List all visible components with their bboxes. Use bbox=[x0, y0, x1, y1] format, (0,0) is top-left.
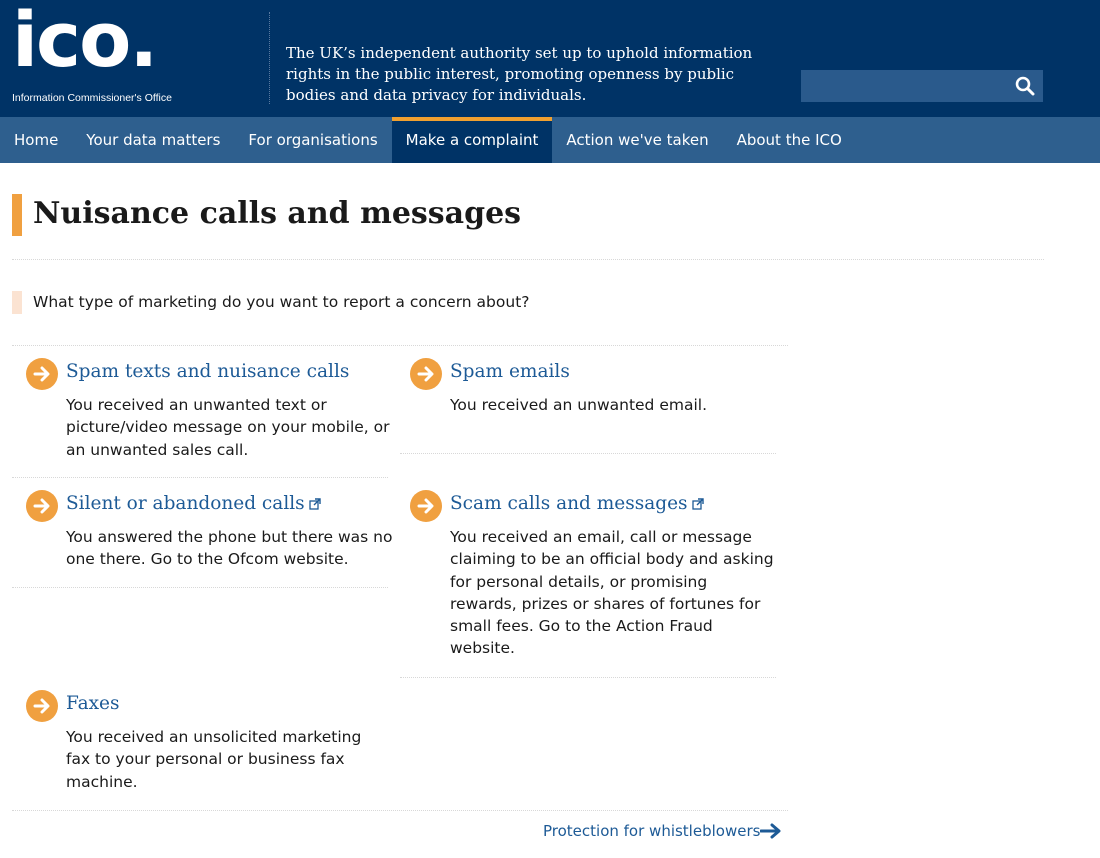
option-description: You received an unwanted email. bbox=[450, 396, 707, 414]
option-title: Spam texts and nuisance calls bbox=[66, 361, 350, 382]
divider bbox=[400, 677, 776, 678]
option-link[interactable] bbox=[450, 361, 570, 382]
ico-logo[interactable] bbox=[12, 0, 172, 108]
question-accent-bar bbox=[12, 291, 22, 314]
option-description: You received an unwanted text or picture/video message on your mobile, or an unwanted sales call. bbox=[66, 396, 390, 459]
whistleblowers-link[interactable] bbox=[543, 822, 782, 840]
page-question: What type of marketing do you want to report a concern about? bbox=[33, 293, 530, 311]
arrow-right-circle-icon[interactable] bbox=[26, 490, 58, 522]
logo-subtitle: Information Commissioner's Office bbox=[12, 92, 172, 104]
nav-home[interactable]: Home bbox=[14, 131, 59, 149]
search-input[interactable] bbox=[801, 70, 1007, 102]
whistleblowers-label: Protection for whistleblowers bbox=[543, 822, 761, 840]
divider bbox=[12, 810, 788, 811]
divider bbox=[12, 477, 388, 478]
option-title: Spam emails bbox=[450, 361, 570, 382]
arrow-right-circle-icon[interactable] bbox=[26, 690, 58, 722]
search-box bbox=[801, 70, 1043, 102]
header-tagline: The UK’s independent authority set up to uphold information rights in the public interest, promoting openness by public bodies and data privacy for individuals. bbox=[286, 44, 753, 104]
option-link[interactable] bbox=[66, 693, 120, 714]
nav-your-data-matters[interactable]: Your data matters bbox=[86, 131, 221, 149]
option-link[interactable] bbox=[450, 493, 704, 514]
arrow-right-icon bbox=[760, 823, 782, 839]
arrow-right-circle-icon[interactable] bbox=[410, 358, 442, 390]
header-divider bbox=[269, 12, 270, 104]
option-description: You received an email, call or message claiming to be an official body and asking for personal details, or promising rewards, prizes or shares of fortunes for small fees. Go to the Action Fraud website. bbox=[450, 528, 774, 658]
divider bbox=[12, 345, 788, 346]
logo-mark: ico. bbox=[12, 0, 157, 84]
option-link[interactable] bbox=[66, 361, 349, 382]
external-link-icon bbox=[309, 498, 321, 510]
option-description: You received an unsolicited marketing fax to your personal or business fax machine. bbox=[66, 728, 362, 791]
main-nav bbox=[0, 117, 1100, 163]
option-link[interactable] bbox=[66, 493, 321, 514]
option-description: You answered the phone but there was no one there. Go to the Ofcom website. bbox=[66, 528, 393, 569]
divider bbox=[12, 259, 1044, 260]
site-header bbox=[0, 0, 1100, 117]
title-accent-bar bbox=[12, 194, 22, 236]
nav-action-taken[interactable]: Action we've taken bbox=[566, 131, 709, 149]
nav-for-organisations[interactable]: For organisations bbox=[248, 131, 378, 149]
option-title: Scam calls and messages bbox=[450, 493, 688, 514]
option-title: Faxes bbox=[66, 693, 120, 714]
external-link-icon bbox=[692, 498, 704, 510]
divider bbox=[12, 587, 388, 588]
nav-about-ico[interactable]: About the ICO bbox=[736, 131, 842, 149]
search-icon bbox=[1015, 76, 1035, 96]
option-title: Silent or abandoned calls bbox=[66, 493, 305, 514]
divider bbox=[400, 453, 776, 454]
arrow-right-circle-icon[interactable] bbox=[410, 490, 442, 522]
arrow-right-circle-icon[interactable] bbox=[26, 358, 58, 390]
page-title: Nuisance calls and messages bbox=[33, 196, 522, 231]
nav-make-a-complaint[interactable]: Make a complaint bbox=[392, 117, 553, 163]
search-button[interactable] bbox=[1007, 70, 1043, 102]
